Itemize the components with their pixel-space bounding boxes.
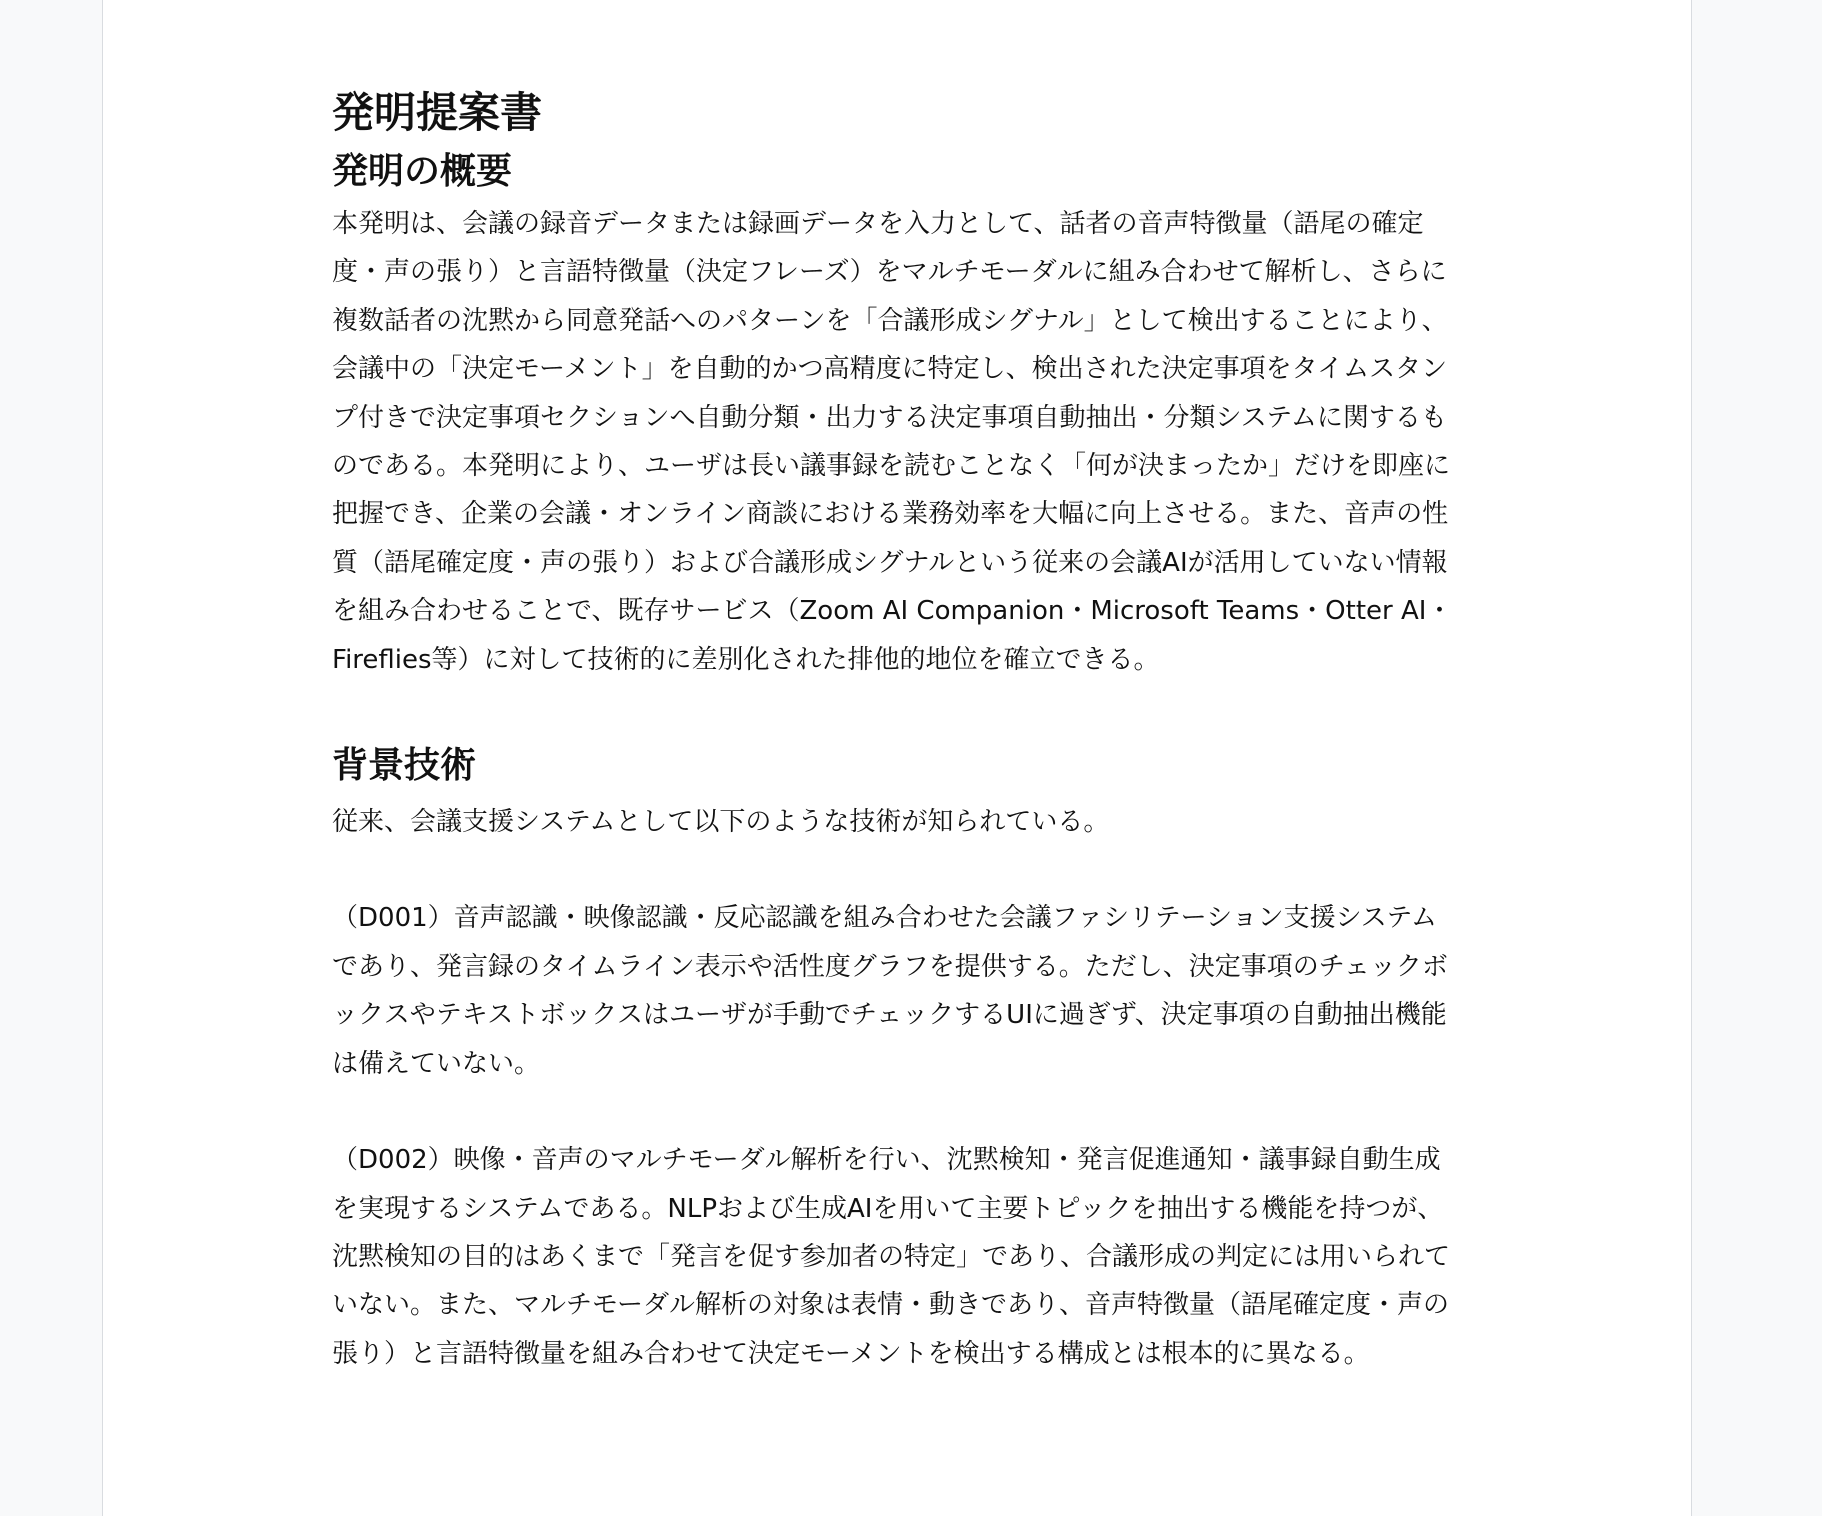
- document-title: 発明提案書: [332, 88, 543, 137]
- section-heading-overview: 発明の概要: [332, 151, 513, 192]
- background-intro-paragraph: 従来、会議支援システムとして以下のような技術が知られている。: [332, 807, 1110, 838]
- background-d001-paragraph: （D001）音声認識・映像認識・反応認識を組み合わせた会議ファシリテーション支援システムであり、発言録のタイムライン表示や活性度グラフを提供する。ただし、決定事項のチェックボックスやテキストボックスはユーザが手動でチェックするUIに過ぎず、決定事項の自動抽出機能は備えていない。: [332, 903, 1448, 1079]
- document-page: [102, 0, 1692, 1516]
- overview-paragraph: 本発明は、会議の録音データまたは録画データを入力として、話者の音声特徴量（語尾の確定度・声の張り）と言語特徴量（決定フレーズ）をマルチモーダルに組み合わせて解析し、さらに複数話者の沈黙から同意発話へのパターンを「合議形成シグナル」として検出することにより、会議中の「決定モーメント」を自動的かつ高精度に特定し、検出された決定事項をタイムスタンプ付きで決定事項セクションへ自動分類・出力する決定事項自動抽出・分類システムに関するものである。本発明により、ユーザは長い議事録を読むことなく「何が決まったか」だけを即座に把握でき、企業の会議・オンライン商談における業務効率を大幅に向上させる。また、音声の性質（語尾確定度・声の張り）および合議形成シグナルという従来の会議AIが活用していない情報を組み合わせることで、既存サービス（Zoom AI Companion・Microsoft Teams・Otter AI・Fireflies等）に対して技術的に差別化された排他的地位を確立できる。: [332, 209, 1453, 675]
- background-d002-paragraph: （D002）映像・音声のマルチモーダル解析を行い、沈黙検知・発言促進通知・議事録自動生成を実現するシステムである。NLPおよび生成AIを用いて主要トピックを抽出する機能を持つが、沈黙検知の目的はあくまで「発言を促す参加者の特定」であり、合議形成の判定には用いられていない。また、マルチモーダル解析の対象は表情・動きであり、音声特徴量（語尾確定度・声の張り）と言語特徴量を組み合わせて決定モーメントを検出する構成とは根本的に異なる。: [332, 1145, 1451, 1369]
- document-body: [332, 80, 1462, 1378]
- section-heading-background: 背景技術: [332, 745, 477, 787]
- paragraph-gap: [332, 1088, 1462, 1136]
- paragraph-gap: [332, 684, 1462, 732]
- paragraph-gap: [332, 846, 1462, 894]
